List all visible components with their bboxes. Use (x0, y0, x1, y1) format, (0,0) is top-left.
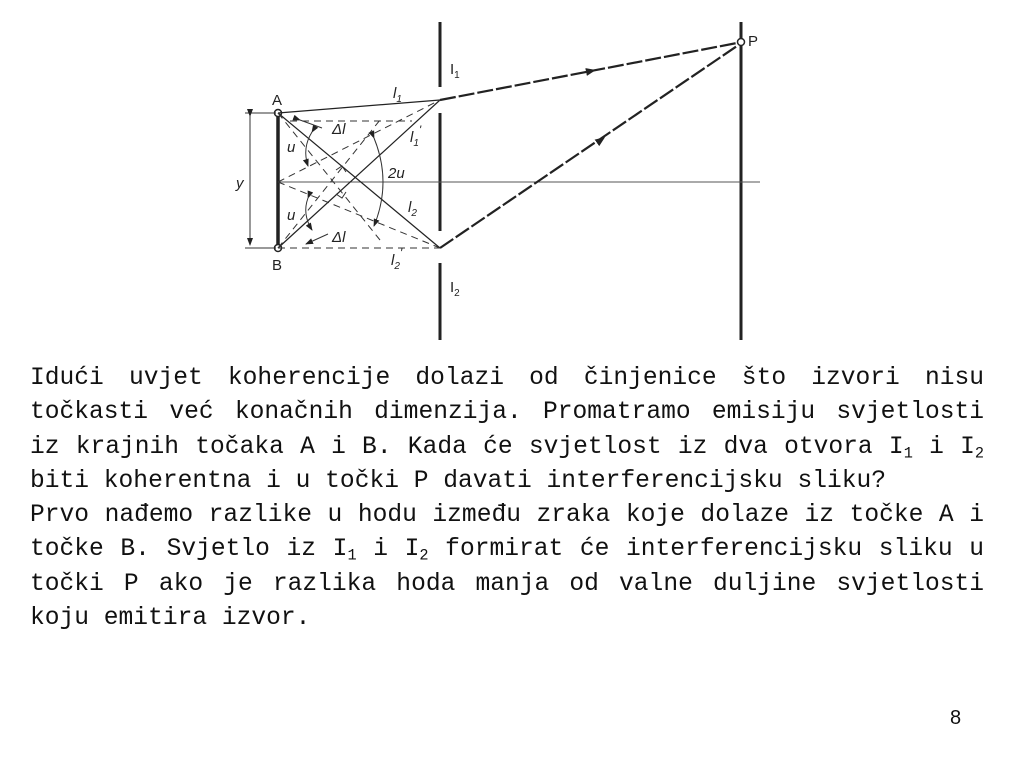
label-B: B (272, 257, 283, 274)
label-l2: $l_2$ (408, 199, 417, 219)
label-P: P (748, 33, 759, 50)
label-I2: $I_2$ (450, 279, 460, 299)
label-l1: $l_1$ (393, 85, 402, 105)
point-P (738, 39, 745, 46)
rays-solid (278, 100, 440, 248)
subscript: 2 (974, 444, 984, 463)
body-text (30, 362, 984, 636)
text-run: Idući uvjet koherencije dolazi od činjenice što izvori nisu točkasti već konačnih dimenzija. Promatramo emisiju svjetlosti iz krajnih točaka A i B. Kada će svjetlost iz dva otvora I (30, 365, 984, 461)
label-angle-u-top: u (287, 139, 296, 156)
subscript: 1 (903, 444, 913, 463)
text-run: i I (356, 536, 420, 564)
text-run: Prvo nađemo razlike u hodu između zraka koje dolaze iz točke A i točke B. Svjetlo iz I (30, 502, 984, 564)
label-A: A (272, 92, 283, 109)
paragraph-path-difference (30, 499, 984, 636)
ray-B-I1 (278, 100, 440, 248)
text-run: biti koherentna i u točki P davati interferencijsku sliku? (30, 467, 887, 495)
ray-l1 (278, 100, 440, 113)
label-I1: $I_1$ (450, 61, 460, 81)
paragraph-coherence-question (30, 362, 984, 499)
label-delta-l-top: Δl (332, 121, 346, 138)
label-y: y (236, 175, 244, 192)
subscript: 2 (419, 547, 429, 566)
label-angle-u-bottom: u (287, 207, 296, 224)
dimension-y (245, 113, 276, 248)
subscript: 1 (347, 547, 357, 566)
label-delta-l-bottom: Δl (332, 229, 346, 246)
ray-l2 (278, 113, 440, 248)
label-l1-prime: $l_1'$ (410, 123, 422, 149)
interference-diagram (0, 0, 1024, 350)
text-run: formirat će interferencijsku sliku u točki P ako je razlika hoda manja od valne duljine svjetlosti koju emitira izvor. (30, 536, 984, 633)
text-run: i I (912, 433, 975, 461)
label-l2-prime: $l_2'$ (391, 246, 403, 272)
rays-to-P (440, 43, 737, 248)
page-number: 8 (950, 707, 962, 729)
label-angle-2u: 2u (388, 165, 405, 182)
